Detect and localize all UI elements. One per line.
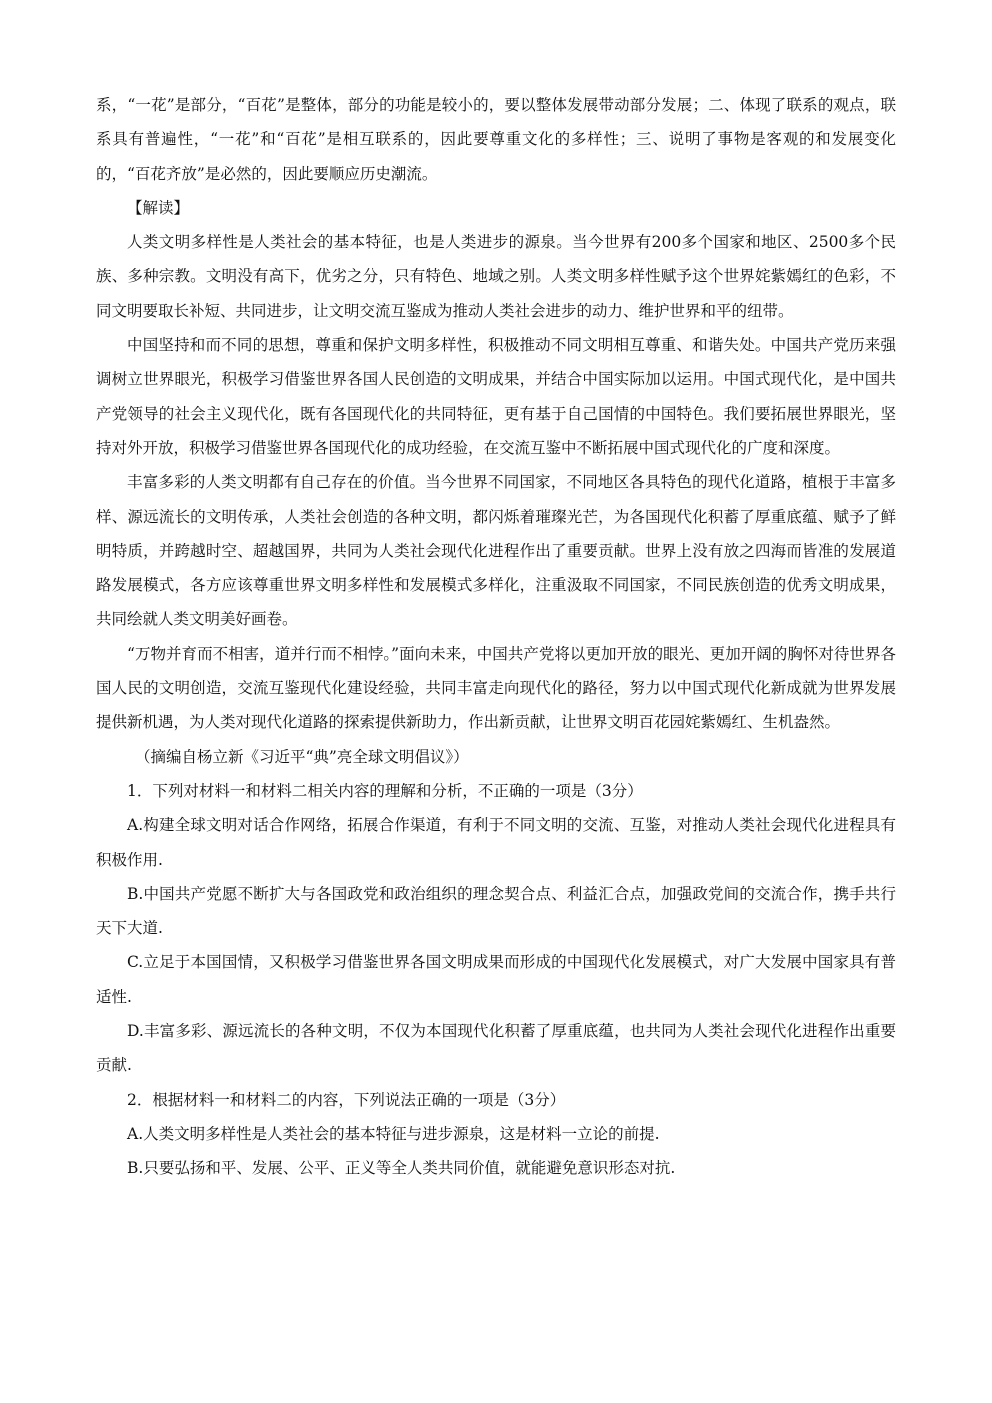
question-1: 1．下列对材料一和材料二相关内容的理解和分析，不正确的一项是（3分）: [127, 781, 643, 800]
body-paragraph: 人类文明多样性是人类社会的基本特征，也是人类进步的源泉。当今世界有200多个国家和地区、2500多个民族、多种宗教。文明没有高下，优劣之分，只有特色、地域之别。人类文明多样性赋予这个世界姹紫嫣红的色彩，不同文明要取长补短、共同进步，让文明交流互鉴成为推动人类社会进步的动力、维护世界和平的纽带。: [96, 233, 896, 320]
question-1-option-b: B.中国共产党愿不断扩大与各国政党和政治组织的理念契合点、利益汇合点，加强政党间的交流合作，携手共行天下大道.: [96, 884, 896, 938]
continuation-paragraph: 系，“一花”是部分，“百花”是整体，部分的功能是较小的，要以整体发展带动部分发展；二、体现了联系的观点，联系具有普遍性，“一花”和“百花”是相互联系的，因此要尊重文化的多样性；三、说明了事物是客观的和发展变化的，“百花齐放”是必然的，因此要顺应历史潮流。: [96, 96, 896, 183]
body-paragraph: “万物并育而不相害，道并行而不相悖。”面向未来，中国共产党将以更加开放的眼光、更加开阔的胸怀对待世界各国人民的文明创造，交流互鉴现代化建设经验，共同丰富走向现代化的路径，努力以中国式现代化新成就为世界发展提供新机遇，为人类对现代化道路的探索提供新助力，作出新贡献，让世界文明百花园姹紫嫣红、生机盎然。: [96, 644, 896, 732]
source-citation: （摘编自杨立新《习近平“典”亮全球文明倡议》）: [135, 747, 469, 766]
question-2-option-b: B.只要弘扬和平、发展、公平、正义等全人类共同价值，就能避免意识形态对抗.: [127, 1159, 676, 1178]
body-paragraph: 丰富多彩的人类文明都有自己存在的价值。当今世界不同国家，不同地区各具特色的现代化道路，植根于丰富多样、源远流长的文明传承，人类社会创造的各种文明，都闪烁着璀璨光芒，为各国现代化积蓄了厚重底蕴、赋予了鲜明特质，并跨越时空、超越国界，共同为人类社会现代化进程作出了重要贡献。世界上没有放之四海而皆准的发展道路发展模式，各方应该尊重世界文明多样性和发展模式多样化，注重汲取不同国家，不同民族创造的优秀文明成果，共同绘就人类文明美好画卷。: [96, 473, 896, 629]
question-1-option-c: C.立足于本国国情，又积极学习借鉴世界各国文明成果而形成的中国现代化发展模式，对广大发展中国家具有普适性.: [96, 953, 896, 1006]
body-paragraph: 中国坚持和而不同的思想，尊重和保护文明多样性，积极推动不同文明相互尊重、和谐失处。中国共产党历来强调树立世界眼光，积极学习借鉴世界各国人民创造的文明成果，并结合中国实际加以运用。中国式现代化，是中国共产党领导的社会主义现代化，既有各国现代化的共同特征，更有基于自己国情的中国特色。我们要拓展世界眼光，坚持对外开放，积极学习借鉴世界各国现代化的成功经验，在交流互鉴中不断拓展中国式现代化的广度和深度。: [96, 336, 896, 457]
document-page: [96, 88, 896, 1186]
question-1-option-d: D.丰富多彩、源远流长的各种文明，不仅为本国现代化积蓄了厚重底蕴，也共同为人类社会现代化进程作出重要贡献.: [96, 1022, 896, 1075]
question-2-option-a: A.人类文明多样性是人类社会的基本特征与进步源泉，这是材料一立论的前提.: [127, 1124, 660, 1143]
question-2: 2．根据材料一和材料二的内容，下列说法正确的一项是（3分）: [127, 1090, 566, 1109]
section-heading: 【解读】: [127, 198, 190, 217]
question-1-option-a: A.构建全球文明对话合作网络，拓展合作渠道，有利于不同文明的交流、互鉴，对推动人类社会现代化进程具有积极作用.: [96, 816, 896, 869]
